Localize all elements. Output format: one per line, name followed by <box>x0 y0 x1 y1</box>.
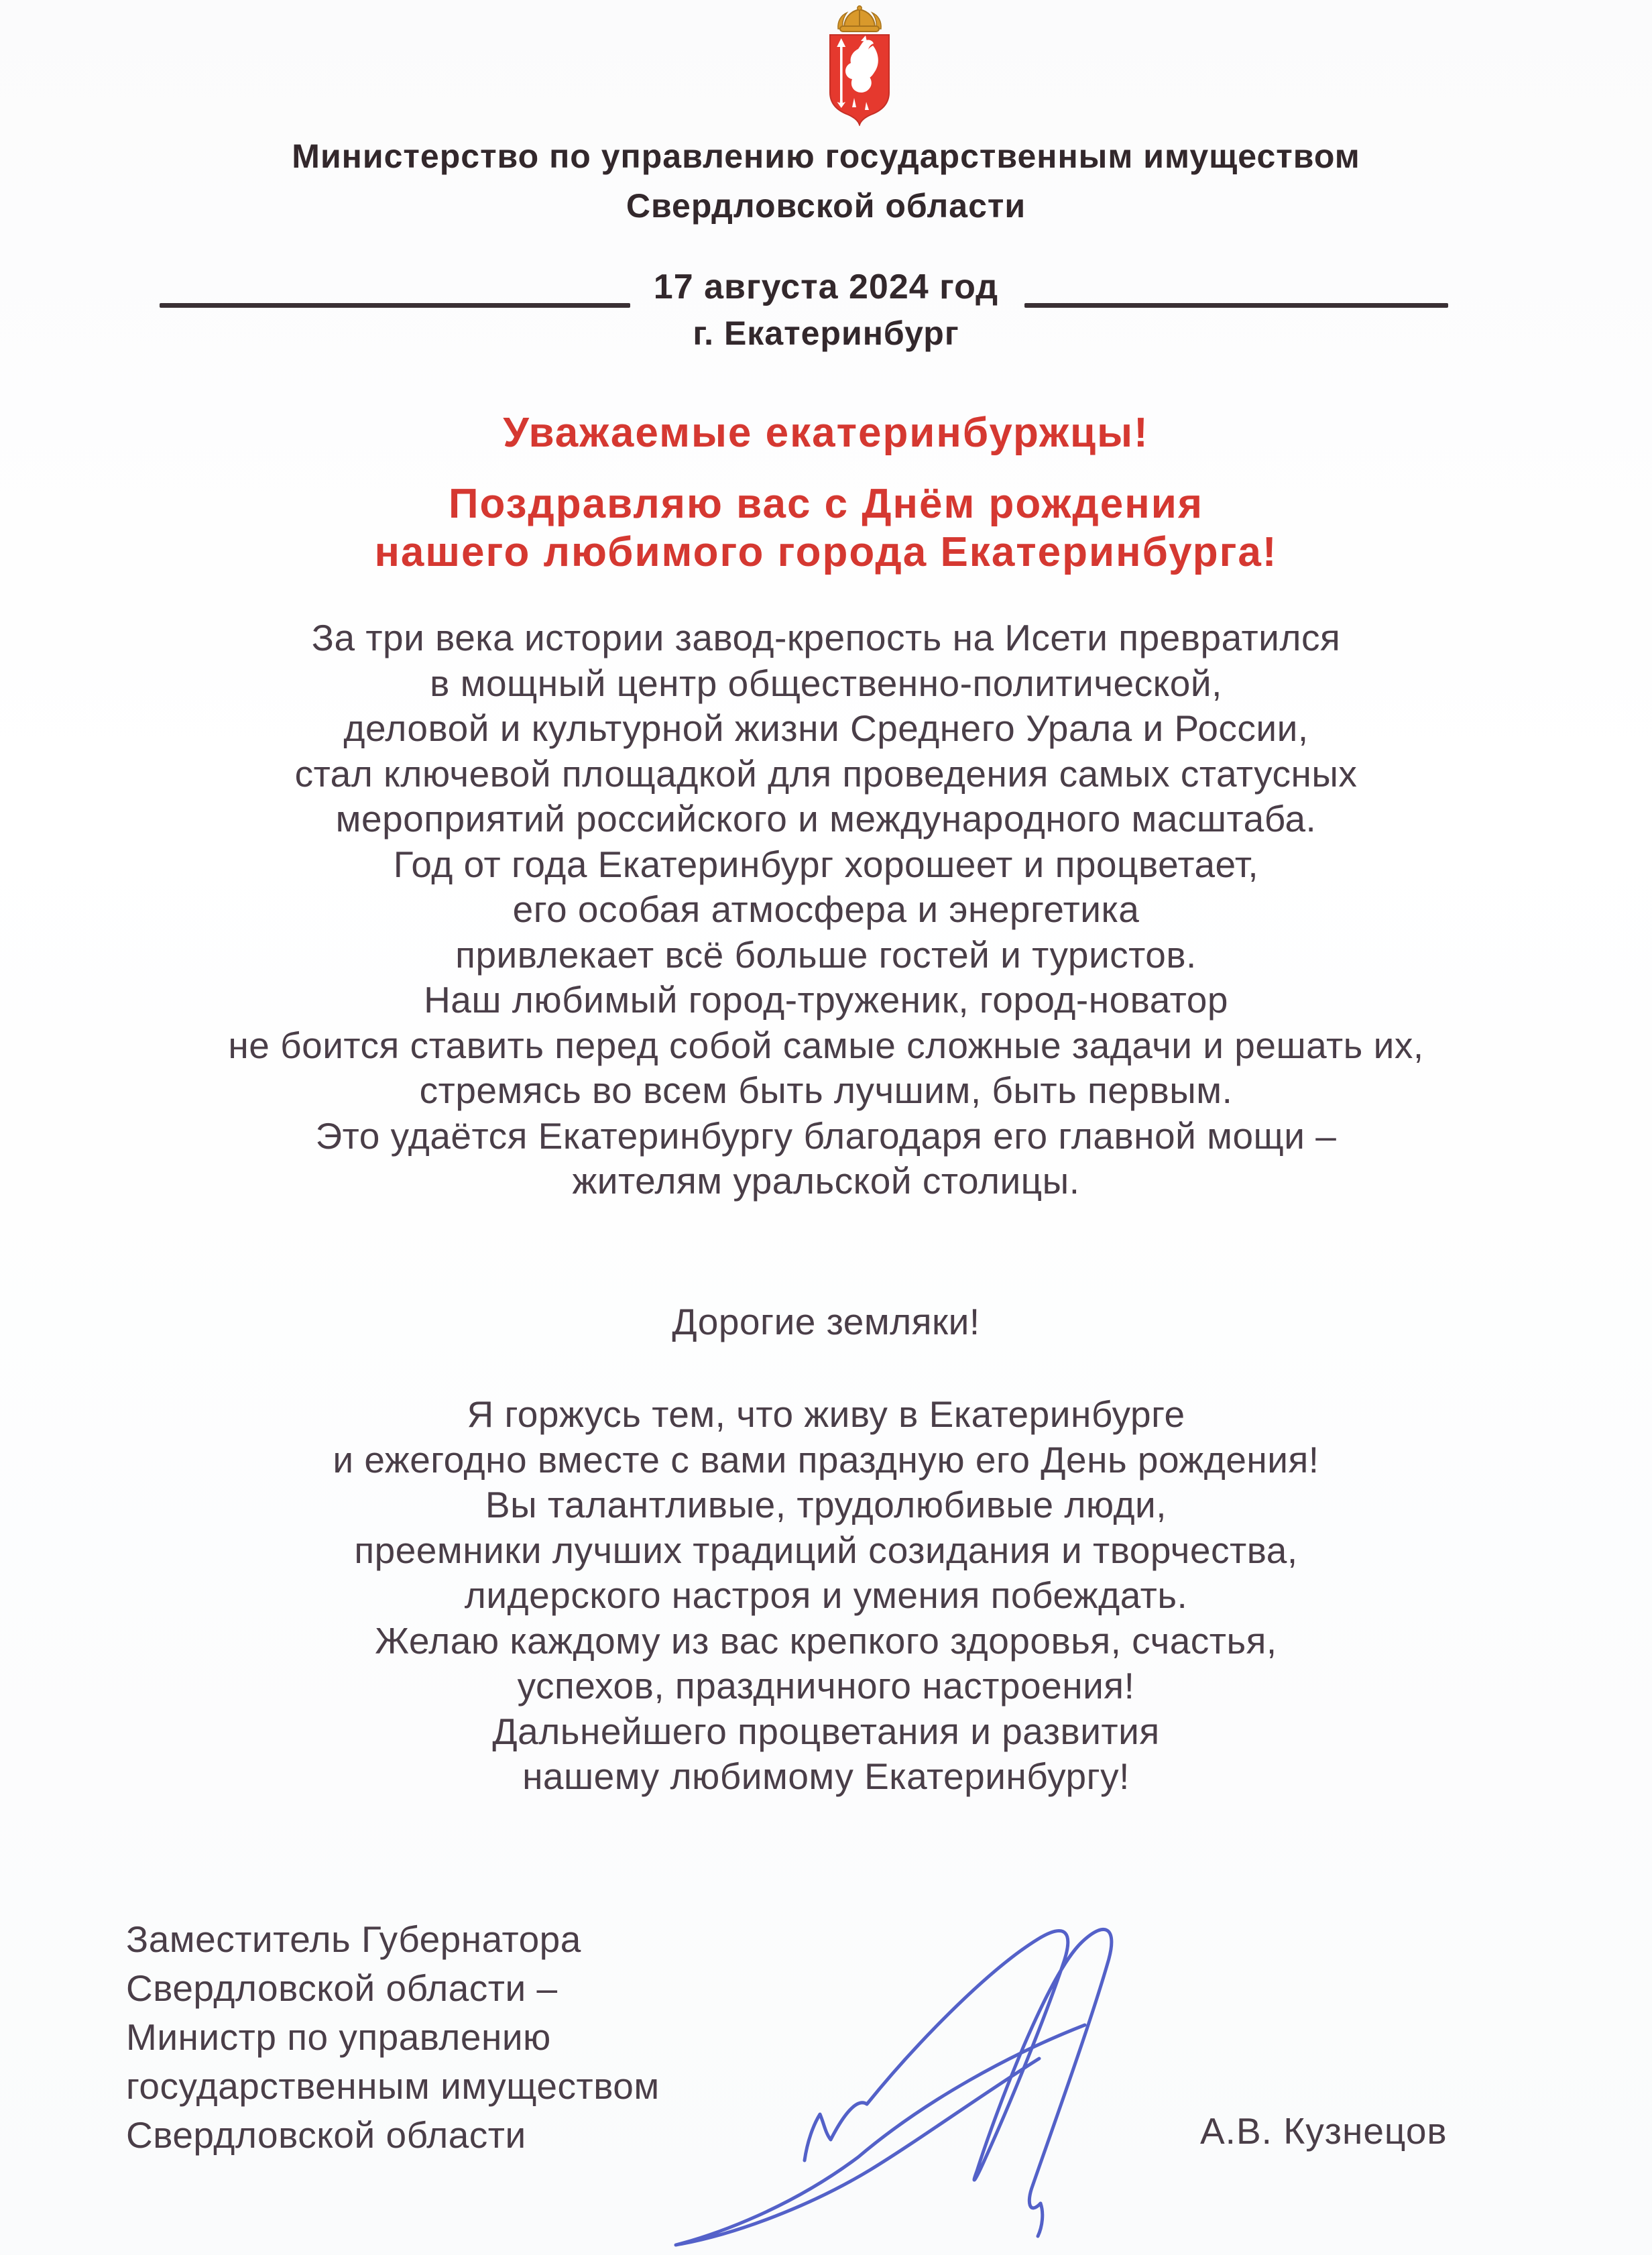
body1-line: Год от года Екатеринбург хорошеет и процветает, <box>393 843 1259 885</box>
body2-line: Желаю каждому из вас крепкого здоровья, счастья, <box>375 1619 1277 1662</box>
congratulation-line1: Поздравляю вас с Днём рождения <box>448 481 1204 527</box>
body-paragraph-1 <box>0 616 1652 1204</box>
body2-line: лидерского настроя и умения побеждать. <box>464 1574 1188 1616</box>
body1-line: жителям уральской столицы. <box>572 1160 1080 1202</box>
sverdlovsk-coat-of-arms-icon <box>822 4 897 126</box>
body1-line: привлекает всё больше гостей и туристов. <box>455 933 1197 976</box>
signoff-title-line: государственным имуществом <box>126 2065 660 2107</box>
city-text: г. Екатеринбург <box>693 314 959 352</box>
body2-line: и ежегодно вместе с вами праздную его День рождения! <box>333 1438 1319 1481</box>
body1-line: стал ключевой площадкой для проведения самых статусных <box>294 752 1358 795</box>
body2-line: нашему любимому Екатеринбургу! <box>522 1755 1130 1797</box>
signoff-title-line: Заместитель Губернатора <box>126 1918 581 1960</box>
body1-line: Наш любимый город-труженик, город-новатор <box>424 979 1228 1021</box>
body1-line: деловой и культурной жизни Среднего Урала и России, <box>343 707 1309 749</box>
body1-line: в мощный центр общественно-политической, <box>430 662 1222 704</box>
salutation-dear-compatriots: Дорогие земляки! <box>672 1301 980 1342</box>
signoff-title-line: Свердловской области <box>126 2114 526 2156</box>
ministry-header <box>0 131 1652 231</box>
body1-line: не боится ставить перед собой самые сложные задачи и решать их, <box>228 1024 1424 1066</box>
body1-line: стремясь во всем быть лучшим, быть первым. <box>419 1069 1233 1111</box>
ministry-header-line1: Министерство по управлению государственным имуществом <box>292 137 1360 175</box>
body-paragraph-2 <box>0 1392 1652 1800</box>
body1-line: мероприятий российского и международного масштаба. <box>335 798 1317 840</box>
signoff-title-line: Министр по управлению <box>126 2016 551 2058</box>
body2-line: Дальнейшего процветания и развития <box>492 1710 1160 1752</box>
date-text: 17 августа 2024 год <box>653 268 999 306</box>
ministry-header-line2: Свердловской области <box>626 187 1026 225</box>
body2-line: Я горжусь тем, что живу в Екатеринбурге <box>467 1393 1185 1435</box>
body1-line: его особая атмосфера и энергетика <box>512 888 1140 930</box>
body2-line: Вы талантливые, трудолюбивые люди, <box>485 1484 1167 1525</box>
congratulation-heading <box>0 480 1652 577</box>
signoff-title-block <box>126 1915 660 2160</box>
body1-line: Это удаётся Екатеринбургу благодаря его главной мощи – <box>315 1114 1337 1157</box>
crown-icon <box>838 6 881 32</box>
congratulation-line2: нашего любимого города Екатеринбурга! <box>374 529 1278 575</box>
body2-line: преемники лучших традиций созидания и творчества, <box>354 1529 1298 1571</box>
handwritten-signature <box>637 1891 1173 2255</box>
body2-line: успехов, праздничного настроения! <box>517 1665 1135 1707</box>
greeting-heading: Уважаемые екатеринбуржцы! <box>503 410 1149 456</box>
signer-name: А.В. Кузнецов <box>1200 2110 1448 2152</box>
signoff-title-line: Свердловской области – <box>126 1967 558 2009</box>
body1-line: За три века истории завод-крепость на Исети превратился <box>311 617 1341 658</box>
